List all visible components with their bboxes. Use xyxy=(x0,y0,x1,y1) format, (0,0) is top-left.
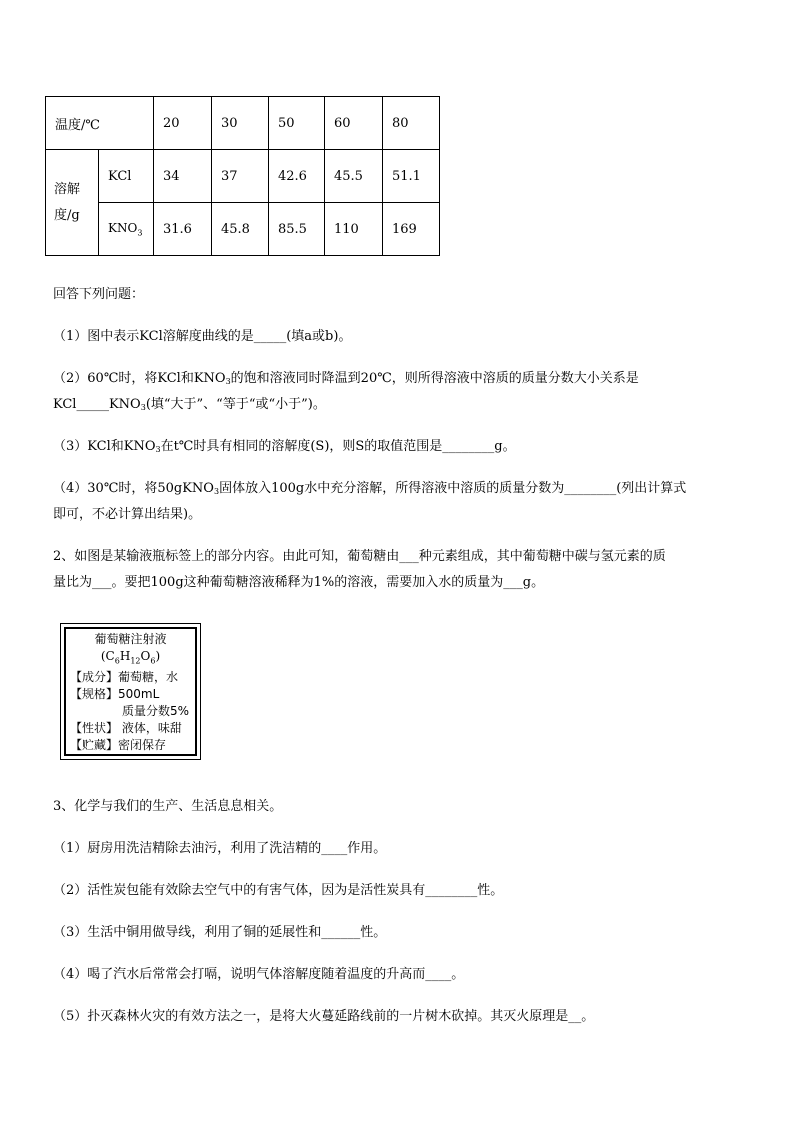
solubility-cell: 51.1 xyxy=(383,150,440,203)
temp-cell: 30 xyxy=(212,97,269,150)
problem-3-q4: （4）喝了汽水后常常会打嗝，说明气体溶解度随着温度的升高而____。 xyxy=(53,967,465,982)
temp-cell: 50 xyxy=(269,97,325,150)
solubility-table xyxy=(45,96,440,256)
answer-intro: 回答下列问题： xyxy=(53,287,145,302)
glucose-bottle-label xyxy=(60,623,201,760)
label-property: 【性状】 液体，味甜 xyxy=(70,721,182,736)
problem-3-q1: （1）厨房用洗洁精除去油污，利用了洗洁精的____作用。 xyxy=(53,841,387,856)
solubility-cell: 169 xyxy=(383,203,440,256)
solubility-cell: 37 xyxy=(212,150,269,203)
temperature-row xyxy=(46,97,440,150)
label-ingredients: 【成分】葡萄糖，水 xyxy=(70,670,179,685)
substance-name-kcl: KCl xyxy=(99,150,154,203)
label-formula: $(C_6H_{12}O_6)$ xyxy=(100,649,161,666)
solubility-cell: 45.8 xyxy=(212,203,269,256)
solubility-cell: 34 xyxy=(154,150,212,203)
label-mass-fraction: 质量分数5% xyxy=(122,704,190,719)
temp-cell: 60 xyxy=(325,97,383,150)
problem-2-line-1: 2、如图是某输液瓶标签上的部分内容。由此可知，葡萄糖由___种元素组成，其中葡萄糖中碳与氢元素的质 xyxy=(53,549,666,564)
label-title: 葡萄糖注射液 xyxy=(94,632,167,646)
solubility-cell: 45.5 xyxy=(325,150,383,203)
kcl-row xyxy=(46,150,440,203)
question-3: （3）KCl和$KNO_3$在t℃时具有相同的溶解度(S)，则S的取值范围是________g。 xyxy=(53,439,516,454)
solubility-cell: 31.6 xyxy=(154,203,212,256)
solubility-category-label: 溶解度/g xyxy=(46,150,99,256)
substance-name-kno3: $KNO_3$ xyxy=(99,203,154,256)
solubility-cell: 85.5 xyxy=(269,203,325,256)
temperature-header: 温度/℃ xyxy=(46,97,154,150)
question-2-line-1: （2）60℃时，将KCl和$KNO_3$的饱和溶液同时降温到20℃，则所得溶液中溶质的质量分数大小关系是 xyxy=(53,371,639,386)
question-4-line-1: （4）30℃时，将50gKNO$_3$固体放入100g水中充分溶解，所得溶液中溶质的质量分数为________(列出计算式 xyxy=(53,481,687,496)
question-2-line-2: $KCl\_\_\_\_\_KNO_3$(填“大于”、“等于“或“小于”)。 xyxy=(53,397,326,412)
problem-3-q5: （5）扑灭森林火灾的有效方法之一，是将大火蔓延路线前的一片树木砍掉。其灭火原理是__。 xyxy=(53,1009,595,1024)
solubility-cell: 42.6 xyxy=(269,150,325,203)
problem-3-q3: （3）生活中铜用做导线，利用了铜的延展性和______性。 xyxy=(53,925,387,940)
problem-3-intro: 3、化学与我们的生产、生活息息相关。 xyxy=(53,799,283,814)
temp-cell: 20 xyxy=(154,97,212,150)
label-spec: 【规格】500mL xyxy=(70,687,160,702)
temp-cell: 80 xyxy=(383,97,440,150)
question-1: （1）图中表示KCl溶解度曲线的是_____(填a或b)。 xyxy=(53,329,352,344)
solubility-cell: 110 xyxy=(325,203,383,256)
kno3-row xyxy=(46,203,440,256)
problem-2-line-2: 量比为___。要把100g这种葡萄糖溶液稀释为1%的溶液，需要加入水的质量为___g。 xyxy=(53,575,545,590)
question-4-line-2: 即可，不必计算出结果)。 xyxy=(53,507,202,522)
problem-3-q2: （2）活性炭包能有效除去空气中的有害气体，因为是活性炭具有________性。 xyxy=(53,883,504,898)
label-storage: 【贮藏】密闭保存 xyxy=(70,738,167,753)
label-inner-border xyxy=(64,627,197,756)
